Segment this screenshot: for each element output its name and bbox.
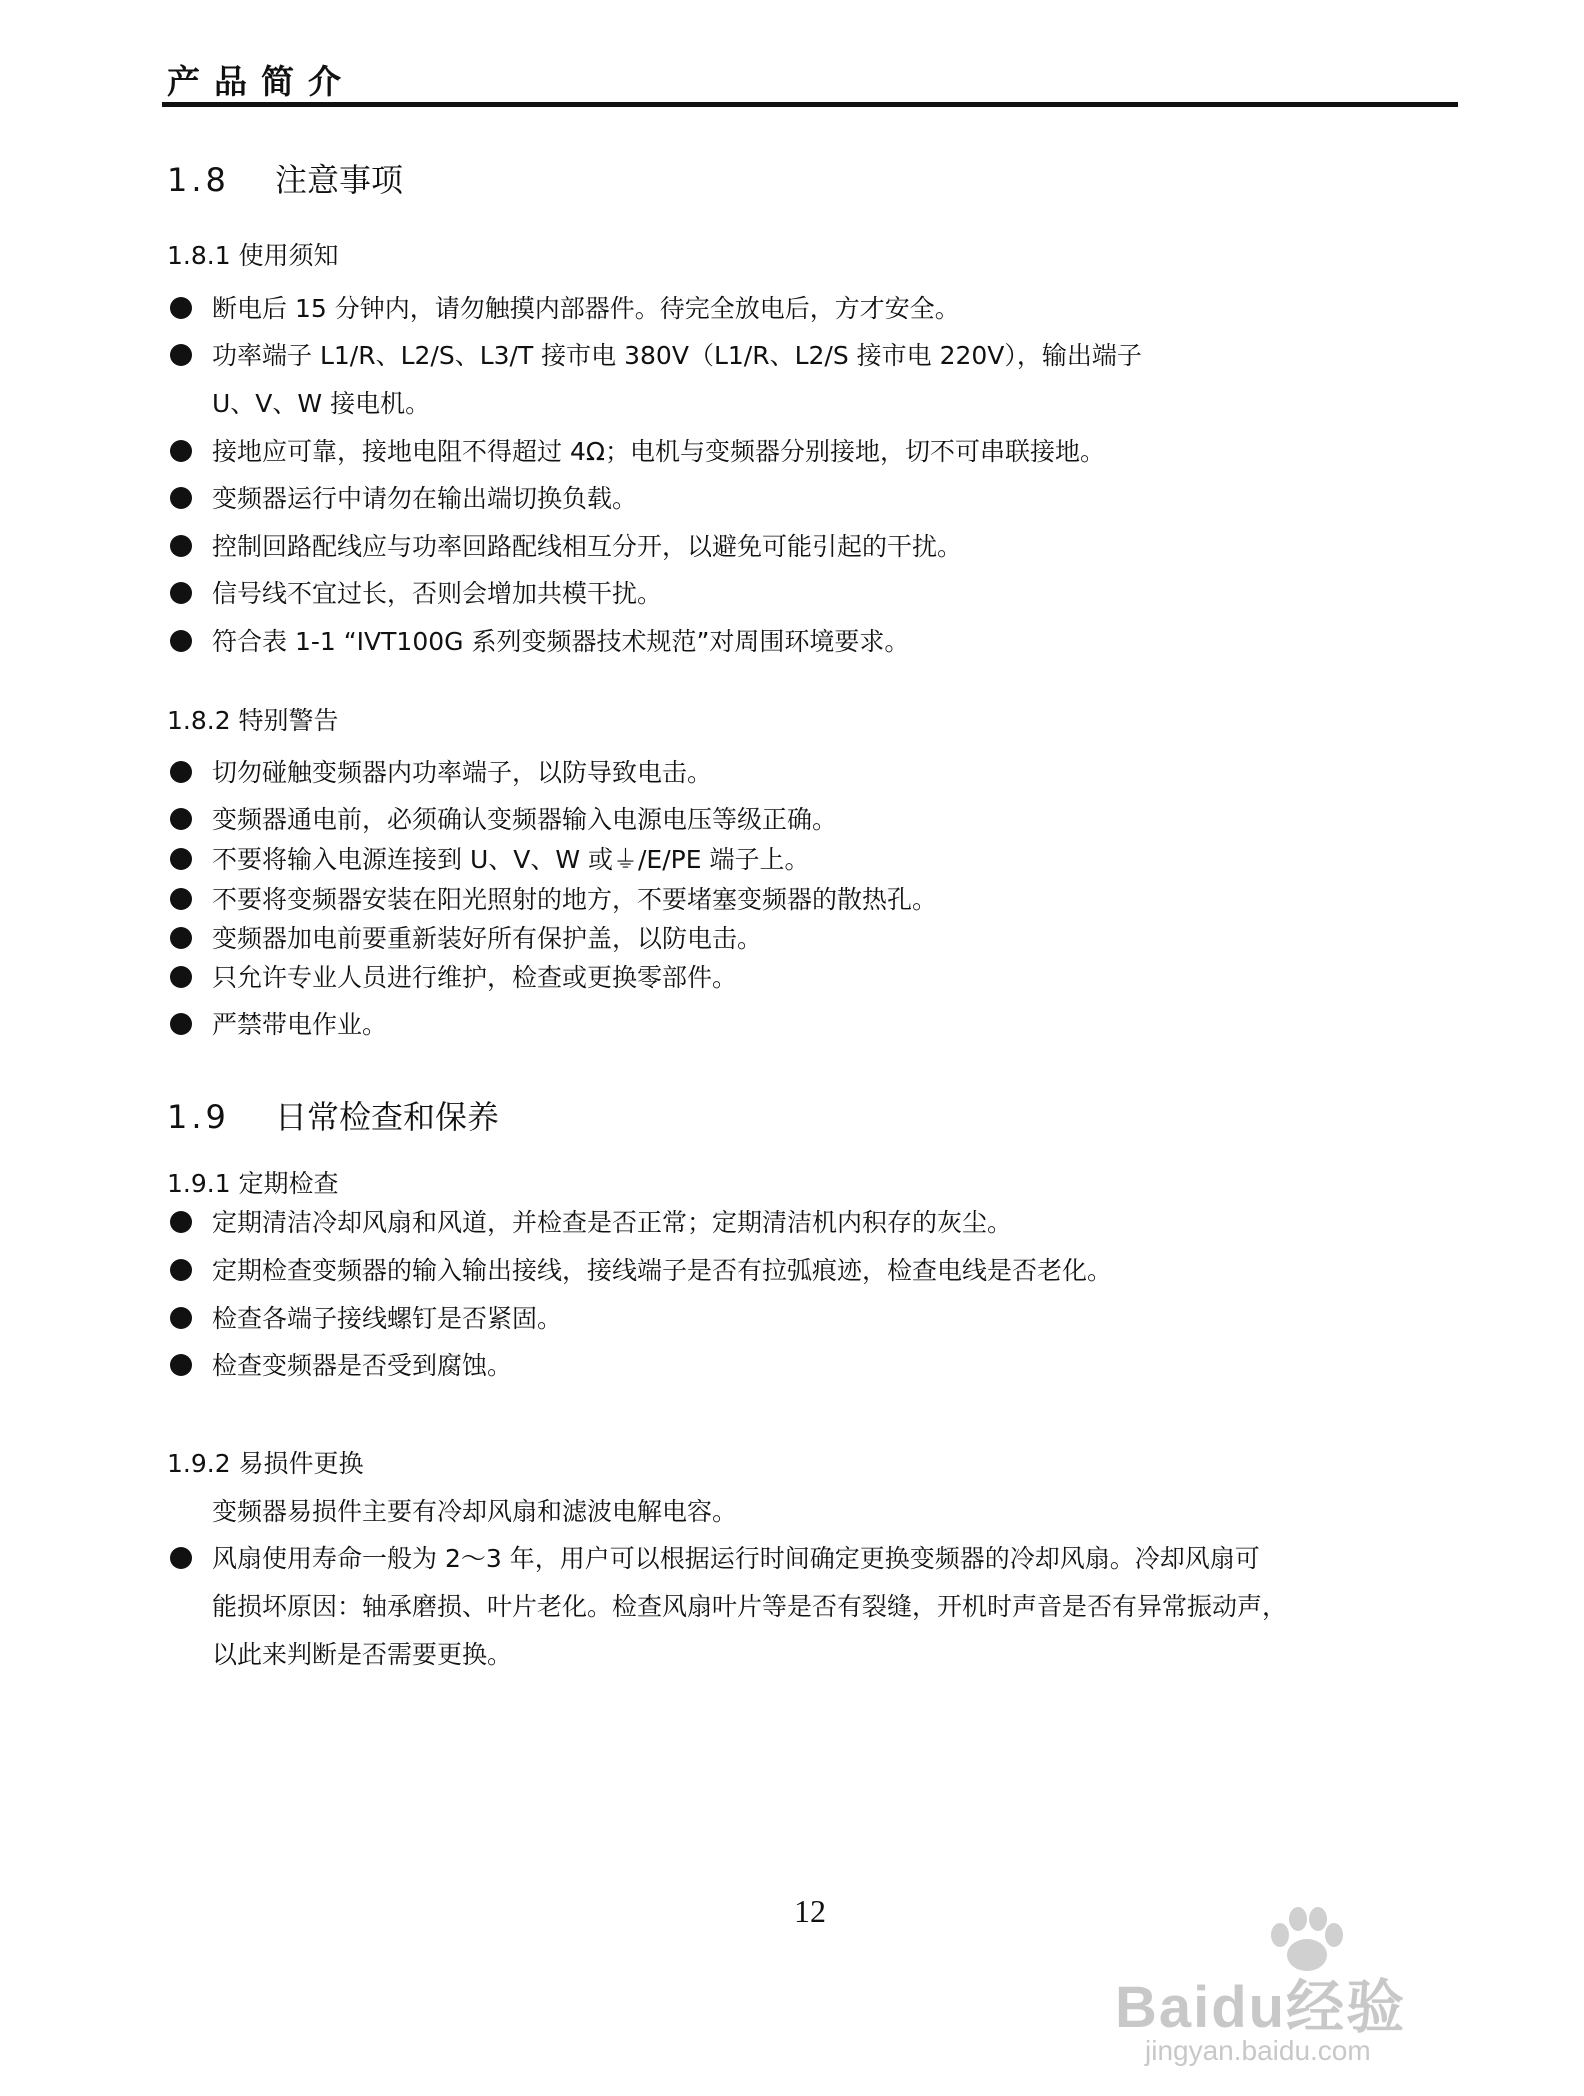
subsection-heading-1-8-1: 1.8.1 使用须知 [167, 241, 339, 270]
bullet [170, 535, 192, 557]
list-item: 接地应可靠，接地电阻不得超过 4Ω；电机与变频器分别接地，切不可串联接地。 [212, 437, 1105, 466]
paragraph: 变频器易损件主要有冷却风扇和滤波电解电容。 [212, 1497, 738, 1526]
section-number: 1.8 [167, 161, 230, 199]
list-item: 控制回路配线应与功率回路配线相互分开，以避免可能引起的干扰。 [212, 532, 963, 561]
page-header-title: 产品简介 [167, 62, 355, 101]
list-item: 检查各端子接线螺钉是否紧固。 [212, 1304, 563, 1333]
subsection-heading-1-8-2: 1.8.2 特别警告 [167, 706, 339, 735]
header-divider [162, 102, 1458, 107]
list-item: 切勿碰触变频器内功率端子，以防导致电击。 [212, 758, 713, 787]
list-item: 严禁带电作业。 [212, 1010, 388, 1039]
list-item: 定期清洁冷却风扇和风道，并检查是否正常；定期清洁机内积存的灰尘。 [212, 1208, 1013, 1237]
bullet [170, 1013, 192, 1035]
list-item: 检查变频器是否受到腐蚀。 [212, 1351, 513, 1380]
list-item: 断电后 15 分钟内，请勿触摸内部器件。待完全放电后，方才安全。 [212, 294, 960, 323]
list-item: 变频器通电前，必须确认变频器输入电源电压等级正确。 [212, 805, 838, 834]
bullet [170, 630, 192, 652]
bullet [170, 966, 192, 988]
list-item: 功率端子 L1/R、L2/S、L3/T 接市电 380V（L1/R、L2/S 接市电 220V），输出端子 [212, 341, 1142, 370]
bullet [170, 1307, 192, 1329]
list-item: 定期检查变频器的输入输出接线，接线端子是否有拉弧痕迹，检查电线是否老化。 [212, 1256, 1113, 1285]
subsection-heading-1-9-1: 1.9.1 定期检查 [167, 1169, 339, 1198]
bullet [170, 344, 192, 366]
watermark-brand: Baidu经验 [1115, 1975, 1407, 2040]
list-item-continuation: 以此来判断是否需要更换。 [212, 1640, 513, 1669]
section-title: 注意事项 [275, 161, 404, 199]
bullet [170, 1211, 192, 1233]
subsection-heading-1-9-2: 1.9.2 易损件更换 [167, 1449, 364, 1478]
list-item: 变频器加电前要重新装好所有保护盖，以防电击。 [212, 924, 763, 953]
section-title: 日常检查和保养 [275, 1098, 500, 1136]
bullet [170, 1547, 192, 1569]
watermark [1115, 1905, 1475, 2075]
bullet [170, 297, 192, 319]
section-heading-1-9 [167, 1092, 499, 1138]
bullet [170, 808, 192, 830]
list-item: 符合表 1-1 “IVT100G 系列变频器技术规范”对周围环境要求。 [212, 627, 910, 656]
bullet [170, 927, 192, 949]
watermark-url: jingyan.baidu.com [1145, 2035, 1371, 2066]
bullet [170, 487, 192, 509]
list-item: 不要将变频器安装在阳光照射的地方，不要堵塞变频器的散热孔。 [212, 885, 938, 914]
bullet [170, 582, 192, 604]
bullet [170, 848, 192, 870]
section-heading-1-8 [167, 155, 403, 201]
bullet [170, 1354, 192, 1376]
bullet [170, 761, 192, 783]
list-item: 不要将输入电源连接到 U、V、W 或⏚/E/PE 端子上。 [212, 845, 810, 874]
bullet [170, 1259, 192, 1281]
page-number: 12 [794, 1893, 826, 1929]
bullet [170, 888, 192, 910]
list-item: 信号线不宜过长，否则会增加共模干扰。 [212, 579, 663, 608]
list-item: 只允许专业人员进行维护，检查或更换零部件。 [212, 963, 738, 992]
list-item: 风扇使用寿命一般为 2～3 年，用户可以根据运行时间确定更换变频器的冷却风扇。冷却风扇可 [212, 1544, 1260, 1573]
list-item-continuation: 能损坏原因：轴承磨损、叶片老化。检查风扇叶片等是否有裂缝，开机时声音是否有异常振动声， [212, 1592, 1288, 1621]
list-item: 变频器运行中请勿在输出端切换负载。 [212, 484, 638, 513]
list-item-continuation: U、V、W 接电机。 [212, 389, 431, 418]
bullet [170, 440, 192, 462]
section-number: 1.9 [167, 1098, 230, 1136]
